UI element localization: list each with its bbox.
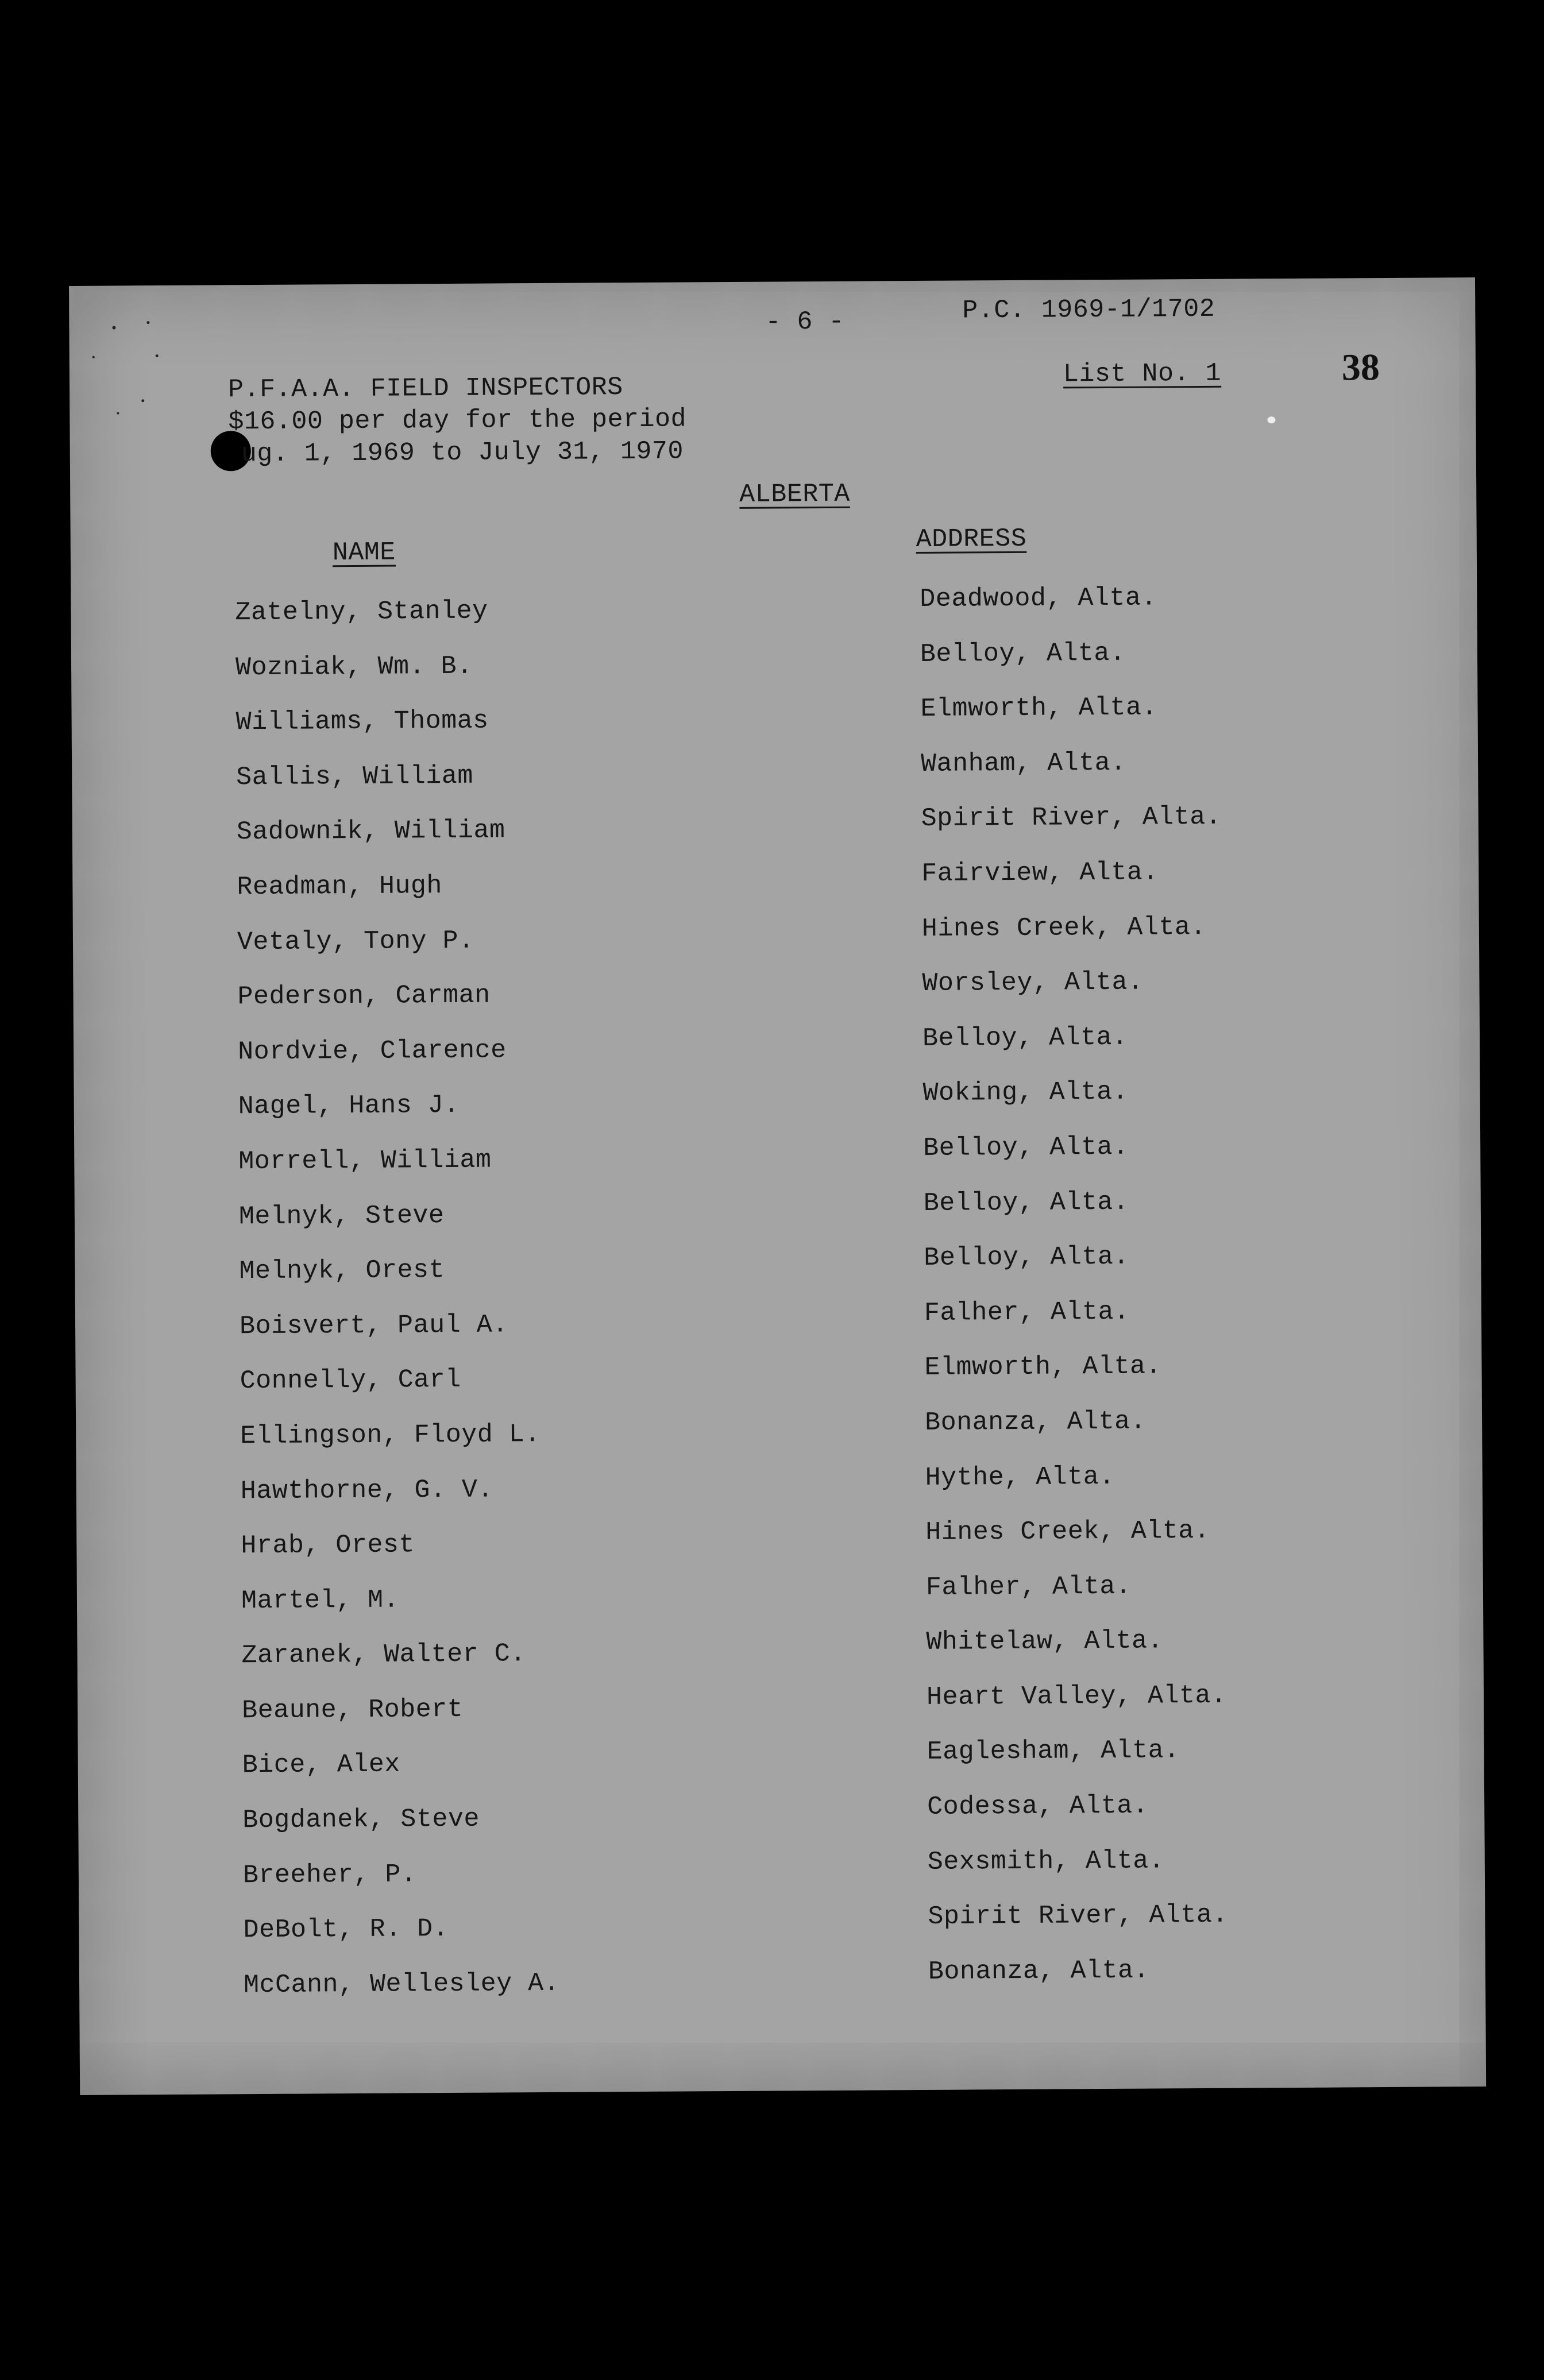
list-number: List No. 1 xyxy=(1063,358,1222,389)
address-cell: Elmworth, Alta. xyxy=(920,693,1158,724)
address-cell: Bonanza, Alta. xyxy=(928,1956,1150,1987)
title-line-3: ug. 1, 1969 to July 31, 1970 xyxy=(241,436,684,469)
title-line-1: P.F.A.A. FIELD INSPECTORS xyxy=(227,373,623,405)
address-cell: Spirit River, Alta. xyxy=(921,802,1222,834)
name-cell: Boisvert, Paul A. xyxy=(239,1310,508,1341)
address-cell: Sexsmith, Alta. xyxy=(927,1846,1165,1877)
address-cell: Codessa, Alta. xyxy=(927,1791,1149,1822)
address-cell: Falher, Alta. xyxy=(924,1297,1130,1328)
address-cell: Eaglesham, Alta. xyxy=(927,1736,1180,1767)
name-cell: Zaranek, Walter C. xyxy=(241,1639,526,1671)
document-page xyxy=(69,277,1486,2095)
address-cell: Belloy, Alta. xyxy=(920,638,1126,669)
title-line-2: $16.00 per day for the period xyxy=(228,404,687,437)
address-cell: Hythe, Alta. xyxy=(925,1462,1115,1493)
name-cell: Ellingson, Floyd L. xyxy=(240,1419,541,1451)
name-cell: Martel, M. xyxy=(241,1585,400,1616)
name-cell: Sallis, William xyxy=(236,761,473,793)
name-cell: McCann, Wellesley A. xyxy=(243,1968,560,2000)
name-cell: Melnyk, Orest xyxy=(239,1255,445,1286)
name-cell: Breeher, P. xyxy=(242,1860,417,1890)
paper-speck xyxy=(146,321,149,324)
name-cell: Connelly, Carl xyxy=(240,1365,461,1396)
name-cell: Nordvie, Clarence xyxy=(237,1036,507,1067)
paper-speck xyxy=(117,412,119,414)
address-cell: Belloy, Alta. xyxy=(923,1132,1129,1163)
name-cell: Readman, Hugh xyxy=(237,871,443,902)
paper-speck xyxy=(1267,416,1275,423)
name-cell: Nagel, Hans J. xyxy=(238,1091,460,1122)
name-cell: Bice, Alex xyxy=(242,1749,400,1780)
address-cell: Belloy, Alta. xyxy=(922,1022,1128,1053)
address-column-header: ADDRESS xyxy=(916,524,1027,554)
name-cell: Bogdanek, Steve xyxy=(242,1804,480,1836)
address-cell: Bonanza, Alta. xyxy=(924,1407,1147,1438)
address-cell: Fairview, Alta. xyxy=(921,857,1159,888)
name-cell: Hawthorne, G. V. xyxy=(240,1475,494,1506)
paper-speck xyxy=(156,354,159,357)
folio-number: 38 xyxy=(1341,346,1380,389)
paper-speck xyxy=(92,356,95,358)
name-column-header: NAME xyxy=(332,538,396,568)
address-cell: Heart Valley, Alta. xyxy=(926,1680,1227,1712)
address-cell: Hines Creek, Alta. xyxy=(925,1516,1210,1548)
address-cell: Falher, Alta. xyxy=(925,1571,1132,1602)
name-cell: Melnyk, Steve xyxy=(238,1200,445,1231)
name-cell: Morrell, William xyxy=(238,1145,492,1177)
name-cell: Beaune, Robert xyxy=(242,1694,464,1726)
name-cell: Vetaly, Tony P. xyxy=(237,926,474,957)
name-cell: Sadownik, William xyxy=(236,816,505,847)
address-cell: Whitelaw, Alta. xyxy=(926,1626,1164,1658)
address-cell: Hines Creek, Alta. xyxy=(921,912,1207,944)
name-cell: DeBolt, R. D. xyxy=(243,1914,449,1945)
address-column xyxy=(920,585,1229,2014)
name-cell: Williams, Thomas xyxy=(236,706,489,737)
name-cell: Zatelny, Stanley xyxy=(235,596,488,628)
name-cell: Wozniak, Wm. B. xyxy=(235,651,473,682)
order-reference: P.C. 1969-1/1702 xyxy=(962,294,1215,326)
address-cell: Belloy, Alta. xyxy=(923,1187,1129,1218)
address-cell: Belloy, Alta. xyxy=(924,1242,1130,1273)
address-cell: Wanham, Alta. xyxy=(920,748,1126,779)
name-cell: Pederson, Carman xyxy=(237,980,491,1012)
address-cell: Elmworth, Alta. xyxy=(924,1351,1162,1383)
address-cell: Spirit River, Alta. xyxy=(928,1900,1229,1932)
name-column xyxy=(235,598,559,2027)
address-cell: Worsley, Alta. xyxy=(922,967,1144,999)
paper-speck xyxy=(141,399,144,402)
page-number: - 6 - xyxy=(765,307,845,337)
address-cell: Woking, Alta. xyxy=(922,1077,1129,1108)
name-cell: Hrab, Orest xyxy=(241,1530,415,1561)
province-heading: ALBERTA xyxy=(739,479,850,509)
paper-speck xyxy=(112,326,115,330)
address-cell: Deadwood, Alta. xyxy=(920,583,1157,614)
